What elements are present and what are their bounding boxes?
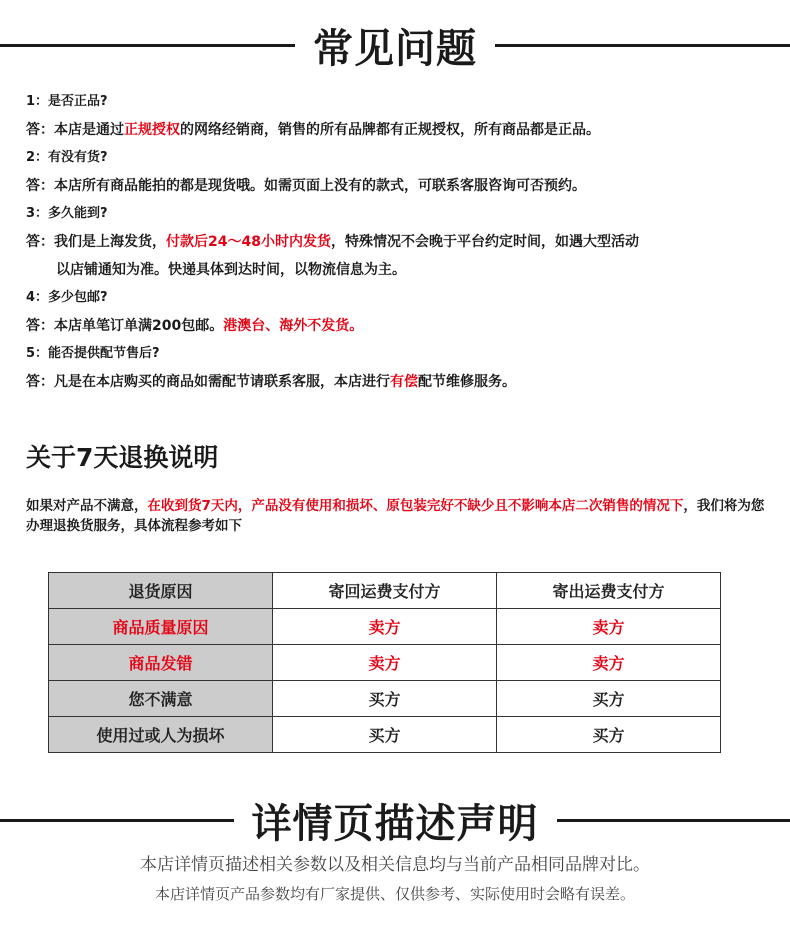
header-outbound-shipping: 寄出运费支付方 <box>497 573 721 609</box>
answer-highlight: 有偿 <box>390 374 418 390</box>
cell-outbound-payer: 卖方 <box>497 645 721 681</box>
faq-answer-continued <box>26 256 766 284</box>
table-header-row <box>49 573 721 609</box>
answer-highlight: 正规授权 <box>124 122 180 138</box>
cell-outbound-payer: 买方 <box>497 717 721 753</box>
returns-intro-prefix: 如果对产品不满意， <box>26 498 148 514</box>
cell-outbound-payer: 买方 <box>497 681 721 717</box>
answer-text: ，特殊情况不会晚于平台约定时间，如遇大型活动 <box>330 234 639 250</box>
cell-return-payer: 卖方 <box>273 609 497 645</box>
faq-question: 2：有没有货? <box>26 150 108 165</box>
faq-question: 3：多久能到? <box>26 206 108 221</box>
returns-intro-suffix: ，我们将为您办理退换货服务，具体流程参考如下 <box>26 498 765 534</box>
divider-line <box>0 44 295 47</box>
faq-answer <box>26 116 766 144</box>
divider-line <box>557 819 790 822</box>
faq-answer <box>26 172 766 200</box>
cell-reason: 您不满意 <box>49 681 273 717</box>
faq-section-header <box>0 20 790 70</box>
faq-question: 4：多少包邮? <box>26 290 108 305</box>
faq-title: 常见问题 <box>313 25 477 72</box>
faq-question: 1：是否正品? <box>26 94 108 109</box>
answer-continuation: 以店铺通知为准。快递具体到达时间，以物流信息为主。 <box>56 262 406 278</box>
returns-intro-conditions: 在收到货7天内，产品没有使用和损坏、原包装完好不缺少且不影响本店二次销售的情况下 <box>147 498 684 514</box>
answer-text: 答：本店是通过 <box>26 122 124 138</box>
table-row <box>49 609 721 645</box>
returns-title: 关于7天退换说明 <box>26 443 219 472</box>
table-row <box>49 645 721 681</box>
cell-reason: 商品质量原因 <box>49 609 273 645</box>
table-row <box>49 681 721 717</box>
answer-text: 答：凡是在本店购买的商品如需配节请联系客服，本店进行 <box>26 374 390 390</box>
cell-return-payer: 买方 <box>273 717 497 753</box>
cell-outbound-payer: 卖方 <box>497 609 721 645</box>
disclaimer-line-1: 本店详情页描述相关参数以及相关信息均与当前产品相同品牌对比。 <box>140 855 650 875</box>
header-reason: 退货原因 <box>49 573 273 609</box>
faq-answer <box>26 368 766 396</box>
faq-answer <box>26 312 766 340</box>
answer-text: 配节维修服务。 <box>418 374 516 390</box>
cell-reason: 商品发错 <box>49 645 273 681</box>
answer-text: 答：我们是上海发货， <box>26 234 166 250</box>
answer-text: 答：本店单笔订单满200包邮。 <box>26 318 224 334</box>
divider-line <box>495 44 790 47</box>
returns-intro <box>26 496 766 536</box>
disclaimer-section-header <box>0 792 790 848</box>
table-row <box>49 717 721 753</box>
returns-table <box>48 572 721 753</box>
answer-highlight: 付款后24～48小时内发货 <box>166 234 331 250</box>
cell-return-payer: 买方 <box>273 681 497 717</box>
answer-highlight: 港澳台、海外不发货。 <box>223 318 364 334</box>
disclaimer-line-2: 本店详情页产品参数均有厂家提供、仅供参考、实际使用时会略有误差。 <box>154 885 635 903</box>
answer-text: 的网络经销商，销售的所有品牌都有正规授权，所有商品都是正品。 <box>180 122 600 138</box>
disclaimer-title: 详情页描述声明 <box>251 800 539 847</box>
faq-question: 5：能否提供配节售后? <box>26 346 160 361</box>
header-return-shipping: 寄回运费支付方 <box>273 573 497 609</box>
cell-reason: 使用过或人为损坏 <box>49 717 273 753</box>
faq-answer <box>26 228 766 256</box>
answer-text: 答：本店所有商品能拍的都是现货哦。如需页面上没有的款式，可联系客服咨询可否预约。 <box>26 178 586 194</box>
divider-line <box>0 819 234 822</box>
cell-return-payer: 卖方 <box>273 645 497 681</box>
faq-list <box>26 88 766 396</box>
